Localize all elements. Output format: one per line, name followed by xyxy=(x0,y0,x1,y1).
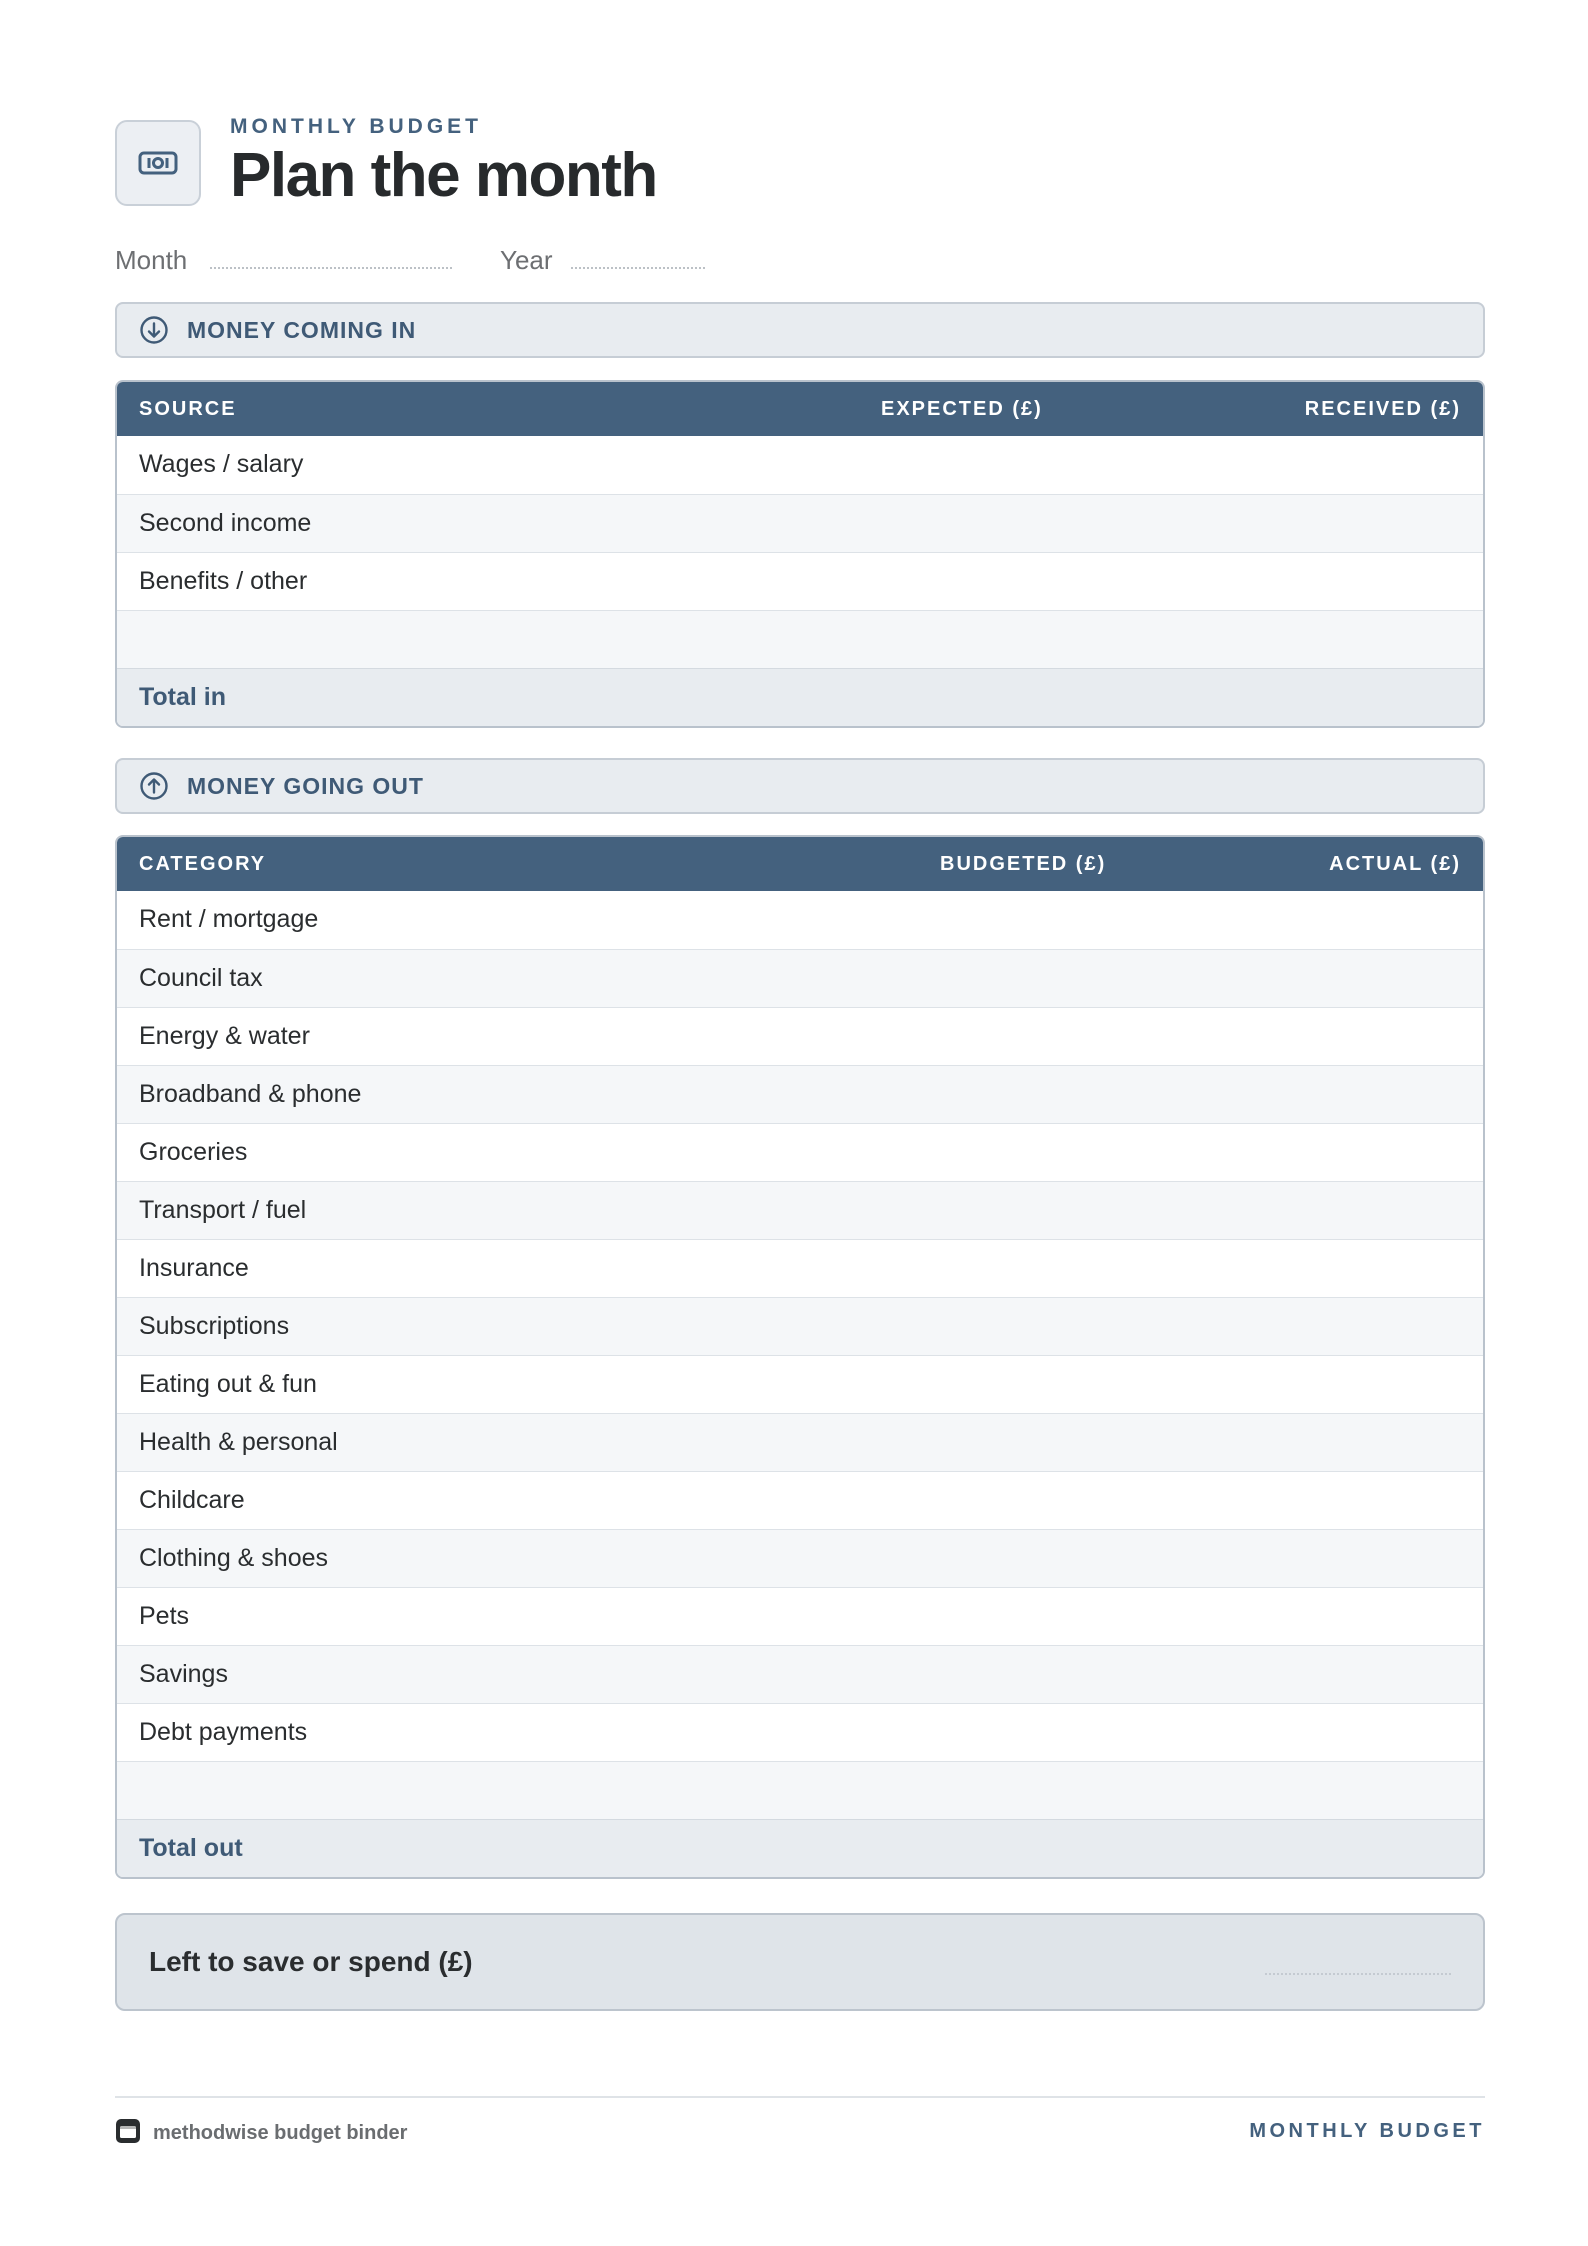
table-row[interactable]: Wages / salary xyxy=(139,450,304,478)
arrow-up-circle-icon xyxy=(139,771,169,801)
income-table-header xyxy=(117,382,1483,436)
column-header-budgeted: BUDGETED (£) xyxy=(940,853,1107,875)
expenses-table-body xyxy=(117,891,1483,1877)
table-row[interactable]: Insurance xyxy=(117,1239,1483,1297)
table-row[interactable]: Second income xyxy=(117,494,1483,552)
footer-label: MONTHLY BUDGET xyxy=(1249,2120,1485,2142)
month-field[interactable] xyxy=(210,267,452,269)
expenses-table-header xyxy=(117,837,1483,891)
column-header-actual: ACTUAL (£) xyxy=(1329,853,1461,875)
year-label: Year xyxy=(500,245,553,275)
left-to-spend-field[interactable] xyxy=(1265,1973,1451,1975)
banknote-icon xyxy=(115,120,201,206)
page-eyebrow: MONTHLY BUDGET xyxy=(230,115,483,138)
income-table-body xyxy=(117,436,1483,726)
column-header-expected: EXPECTED (£) xyxy=(881,398,1043,420)
table-row[interactable]: Subscriptions xyxy=(117,1297,1483,1355)
table-row[interactable]: Benefits / other xyxy=(117,552,1483,610)
binder-icon xyxy=(115,2118,141,2149)
table-row[interactable] xyxy=(117,610,1483,668)
left-to-spend-box xyxy=(115,1913,1485,2011)
table-row[interactable]: Transport / fuel xyxy=(117,1181,1483,1239)
table-row[interactable] xyxy=(117,1761,1483,1819)
table-row[interactable]: Debt payments xyxy=(117,1703,1483,1761)
income-section-title: MONEY COMING IN xyxy=(187,316,417,343)
expenses-table xyxy=(115,835,1485,1879)
table-row[interactable]: Savings xyxy=(117,1645,1483,1703)
page-title: Plan the month xyxy=(230,141,657,210)
month-label: Month xyxy=(115,245,188,275)
year-field[interactable] xyxy=(571,267,705,269)
income-table xyxy=(115,380,1485,728)
column-header-received: RECEIVED (£) xyxy=(1304,398,1461,420)
footer-divider xyxy=(115,2096,1485,2098)
table-row[interactable]: Broadband & phone xyxy=(117,1065,1483,1123)
table-row[interactable]: Rent / mortgage xyxy=(139,905,319,933)
total-out-row: Total out xyxy=(117,1819,1483,1877)
column-header-source: SOURCE xyxy=(139,398,237,420)
column-header-category: CATEGORY xyxy=(139,853,267,875)
total-in-row: Total in xyxy=(117,668,1483,726)
page-header xyxy=(115,115,657,211)
expenses-section-title: MONEY GOING OUT xyxy=(187,772,424,799)
date-fields xyxy=(115,243,815,277)
income-section-header xyxy=(115,302,1485,358)
arrow-down-circle-icon xyxy=(139,315,169,345)
table-row[interactable]: Childcare xyxy=(117,1471,1483,1529)
left-to-spend-label: Left to save or spend (£) xyxy=(149,1946,473,1977)
table-row[interactable]: Health & personal xyxy=(117,1413,1483,1471)
table-row[interactable]: Clothing & shoes xyxy=(117,1529,1483,1587)
footer-brand-text: methodwise budget binder xyxy=(153,2122,408,2144)
table-row[interactable]: Eating out & fun xyxy=(117,1355,1483,1413)
table-row[interactable]: Energy & water xyxy=(117,1007,1483,1065)
expenses-section-header xyxy=(115,758,1485,814)
table-row[interactable]: Groceries xyxy=(117,1123,1483,1181)
table-row[interactable]: Pets xyxy=(117,1587,1483,1645)
footer-brand xyxy=(115,2118,407,2149)
table-row[interactable]: Council tax xyxy=(117,949,1483,1007)
